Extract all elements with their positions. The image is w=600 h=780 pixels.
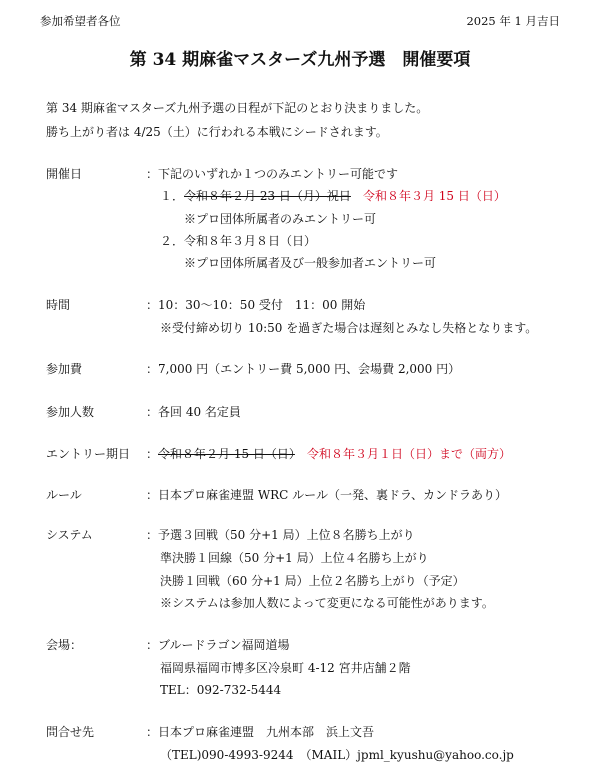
system-label: システム [46, 528, 93, 542]
deadline-new-date: 令和８年３月１日（日）まで（両方） [306, 447, 511, 461]
capacity-value: ：各回 40 名定員 [146, 405, 241, 419]
venue-label: 会場： [46, 638, 83, 652]
fee-label: 参加費 [46, 362, 83, 376]
option-2-date: 令和８年３月８日（日） [184, 234, 317, 248]
capacity-label: 参加人数 [46, 405, 95, 419]
option-2-note: ※プロ団体所属者及び一般参加者エントリー可 [184, 256, 437, 270]
intro-line-2: 勝ち上がり者は 4/25（土）に行われる本戦にシードされます。 [46, 125, 388, 139]
time-label: 時間 [46, 298, 71, 312]
deadline-colon: ： [146, 447, 159, 461]
option-1-note: ※プロ団体所属者のみエントリー可 [184, 212, 377, 226]
schedule-label: 開催日 [46, 167, 83, 181]
system-note: ※システムは参加人数によって変更になる可能性があります。 [160, 596, 494, 610]
deadline-old-date: 令和８年２月 15 日（日） [158, 447, 295, 461]
option-1-new-date: 令和８年３月 15 日（日） [362, 189, 506, 203]
system-line-1: ：予選３回戦（50 分+1 局）上位８名勝ち上がり [146, 528, 415, 542]
rules-value: ：日本プロ麻雀連盟 WRC ルール（一発、裏ドラ、カンドラあり） [146, 488, 507, 502]
deadline-value [146, 445, 511, 462]
venue-address: 福岡県福岡市博多区冷泉町 4-12 宮井店舗２階 [160, 661, 411, 675]
page-title: 第 34 期麻雀マスターズ九州予選 開催要項 [129, 50, 471, 70]
document-date: 2025 年 1 月吉日 [466, 14, 560, 28]
recipients-line: 参加希望者各位 [40, 14, 121, 28]
venue-name: ：ブルードラゴン福岡道場 [146, 638, 290, 652]
intro-line-1: 第 34 期麻雀マスターズ九州予選の日程が下記のとおり決まりました。 [46, 101, 429, 115]
option-1-number: １． [160, 189, 185, 203]
rules-label: ルール [46, 488, 82, 502]
option-1-old-date: 令和８年２月 23 日（月）祝日 [184, 189, 351, 203]
time-note: ※受付締め切り 10:50 を過ぎた場合は遅刻とみなし失格となります。 [160, 321, 538, 335]
schedule-option-2 [160, 232, 316, 249]
contact-org: ：日本プロ麻雀連盟 九州本部 浜上文吾 [146, 725, 375, 739]
fee-value: ：7,000 円（エントリー費 5,000 円、会場費 2,000 円） [146, 362, 461, 376]
option-2-number: ２． [160, 234, 185, 248]
schedule-option-1 [160, 187, 506, 204]
venue-tel: TEL：092-732-5444 [160, 683, 282, 697]
system-line-2: 準決勝１回線（50 分+1 局）上位４名勝ち上がり [160, 551, 429, 565]
time-value: ：10：30〜10：50 受付 11：00 開始 [146, 298, 366, 312]
contact-label: 問合せ先 [46, 725, 95, 739]
deadline-label: エントリー期日 [46, 447, 131, 461]
system-line-3: 決勝１回戦（60 分+1 局）上位２名勝ち上がり（予定） [160, 574, 465, 588]
contact-details: （TEL)090-4993-9244 （MAIL）jpml_kyushu@yahoo.co.jp [160, 748, 514, 762]
schedule-lead: ：下記のいずれか１つのみエントリー可能です [146, 167, 399, 181]
